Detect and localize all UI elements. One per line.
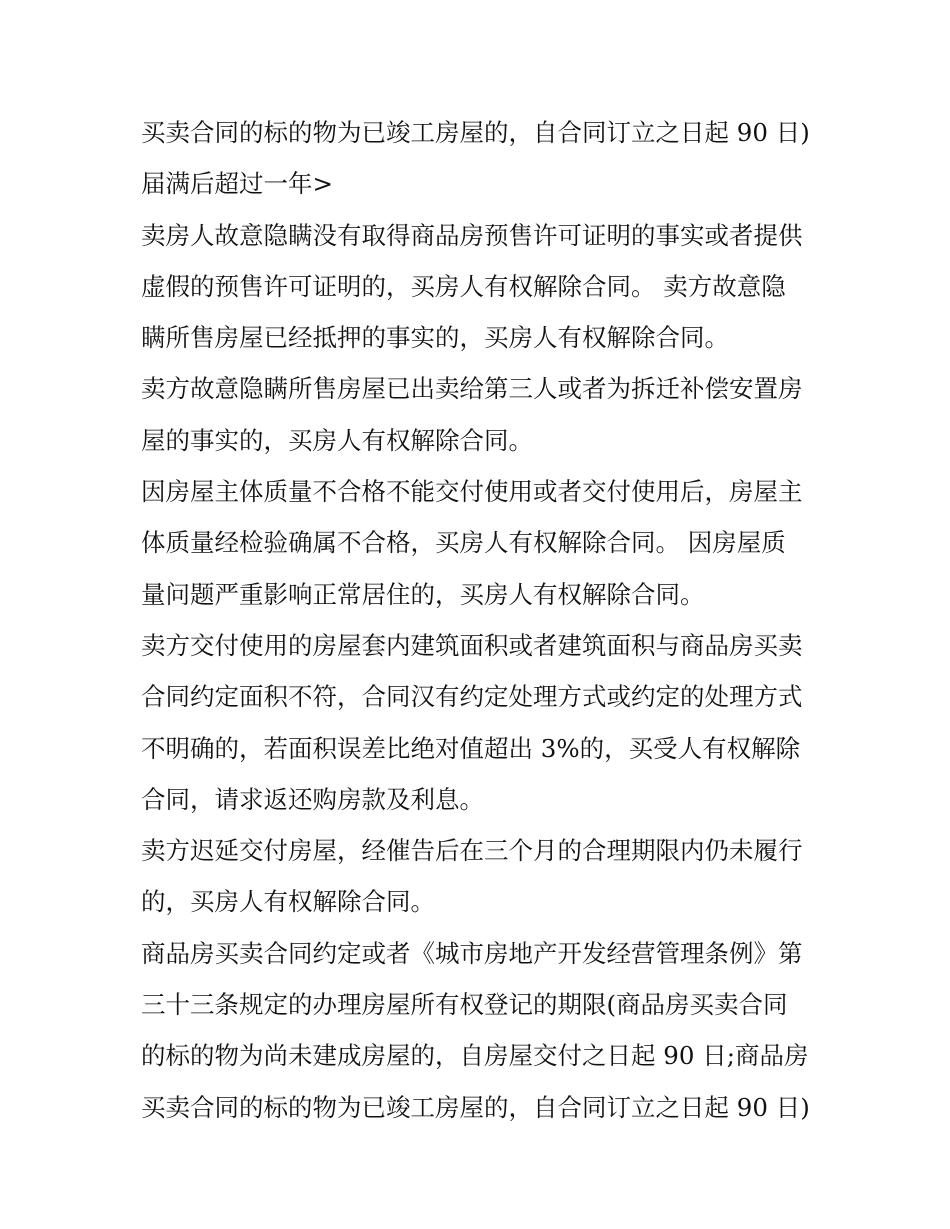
text-line: 卖方故意隐瞒所售房屋已出卖给第三人或者为拆迁补偿安置房 (141, 374, 803, 404)
text-line: 屋的事实的，买房人有权解除合同。 (141, 425, 533, 455)
text-line: 商品房买卖合同约定或者《城市房地产开发经营管理条例》第 (141, 938, 803, 968)
text-line: 卖房人故意隐瞒没有取得商品房预售许可证明的事实或者提供 (141, 220, 803, 250)
text-line: 届满后超过一年> (141, 169, 334, 199)
text-line: 买卖合同的标的物为已竣工房屋的，自合同订立之日起 90 日) (141, 1092, 810, 1122)
text-line: 量问题严重影响正常居住的，买房人有权解除合同。 (141, 579, 705, 609)
text-line: 的标的物为尚未建成房屋的，自房屋交付之日起 90 日;商品房 (141, 1041, 809, 1071)
text-line: 卖方迟延交付房屋，经催告后在三个月的合理期限内仍未履行 (141, 836, 803, 866)
text-line: 不明确的，若面积误差比绝对值超出 3%的，买受人有权解除 (141, 733, 801, 763)
text-line: 买卖合同的标的物为已竣工房屋的，自合同订立之日起 90 日) (141, 118, 810, 147)
text-line: 因房屋主体质量不合格不能交付使用或者交付使用后，房屋主 (141, 477, 803, 507)
text-line: 合同约定面积不符，合同汉有约定处理方式或约定的处理方式 (141, 682, 803, 712)
text-line: 三十三条规定的办理房屋所有权登记的期限(商品房买卖合同 (141, 990, 788, 1020)
text-line: 卖方交付使用的房屋套内建筑面积或者建筑面积与商品房买卖 (141, 630, 803, 660)
text-line: 合同，请求返还购房款及利息。 (141, 784, 484, 814)
text-line: 瞒所售房屋已经抵押的事实的，买房人有权解除合同。 (141, 323, 729, 353)
text-line: 虚假的预售许可证明的，买房人有权解除合同。 卖方故意隐 (141, 271, 786, 301)
document-body (141, 107, 816, 1133)
text-line: 体质量经检验确属不合格，买房人有权解除合同。 因房屋质 (141, 528, 786, 558)
text-line: 的，买房人有权解除合同。 (141, 887, 435, 917)
